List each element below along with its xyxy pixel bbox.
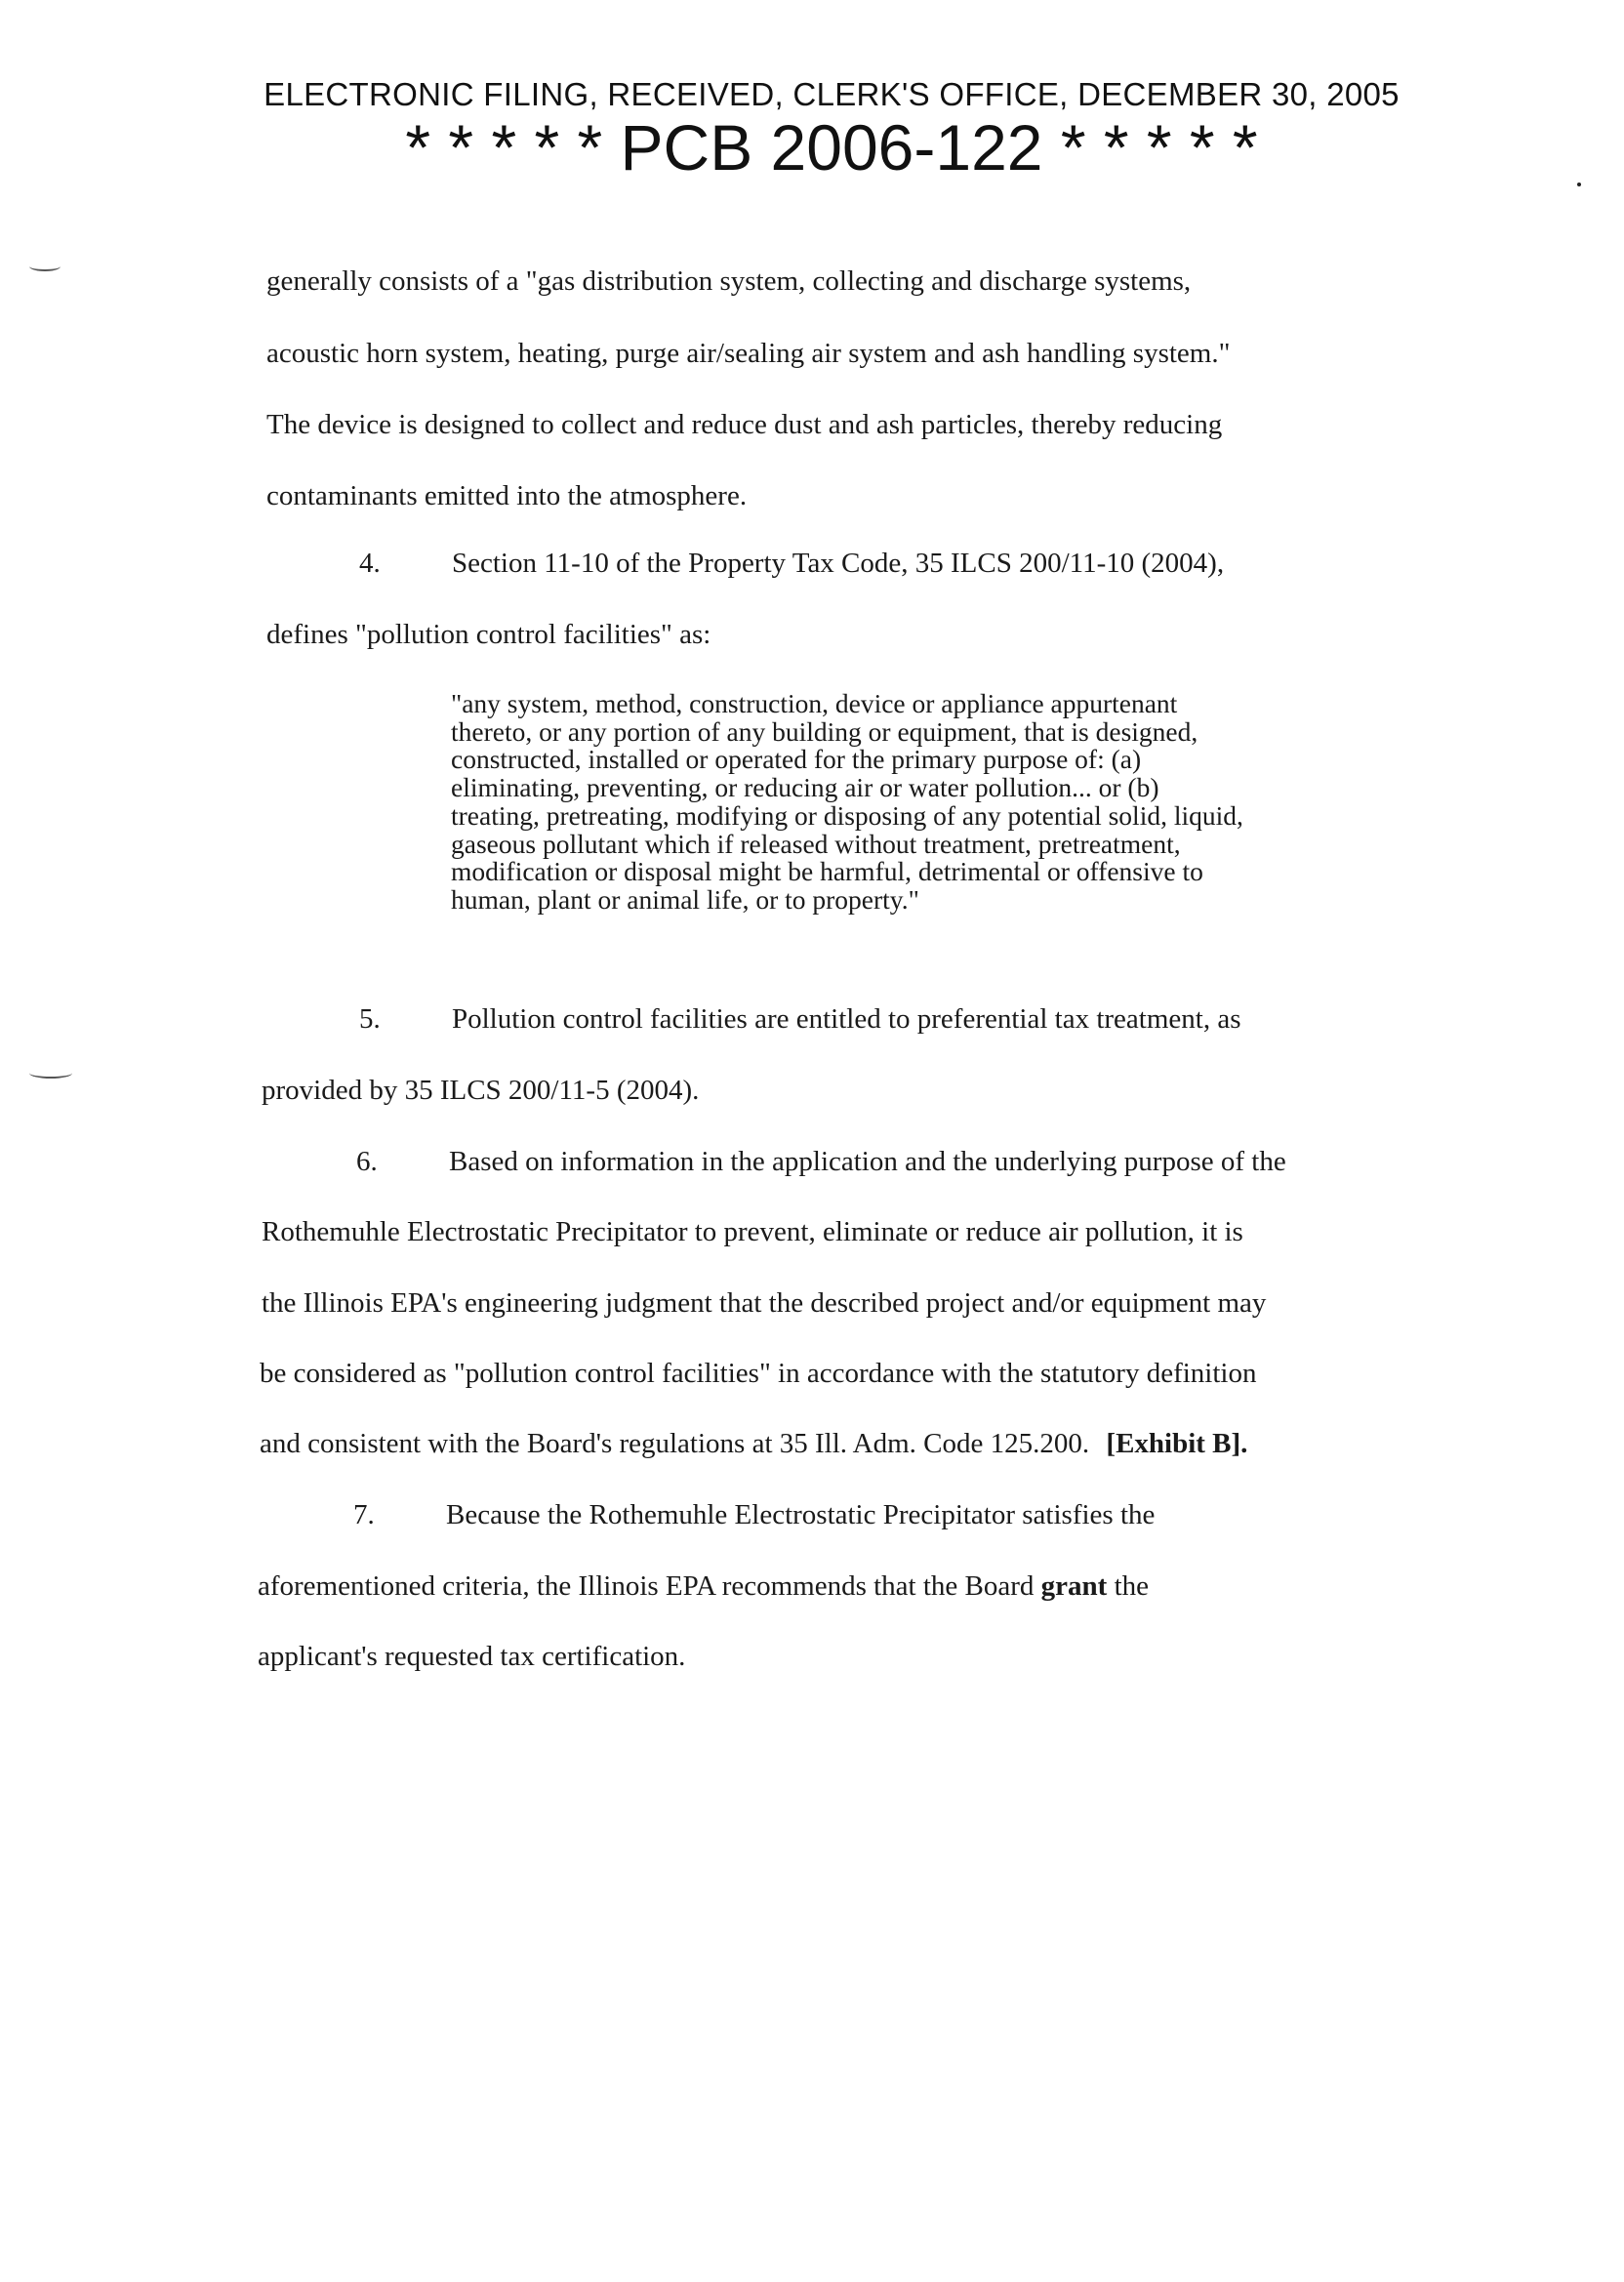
- filing-stamp-line: ELECTRONIC FILING, RECEIVED, CLERK'S OFFICE, DECEMBER 30, 2005: [264, 76, 1400, 112]
- scan-speck: [1577, 183, 1581, 186]
- paragraph-3-line-4: contaminants emitted into the atmosphere.: [266, 480, 748, 511]
- paragraph-5-line-1: Pollution control facilities are entitled to preferential tax treatment, as: [452, 1003, 1241, 1035]
- paragraph-4-line-2: defines "pollution control facilities" as:: [266, 619, 711, 650]
- exhibit-b-reference: [Exhibit B].: [1106, 1428, 1248, 1459]
- punch-hole-mark: [29, 262, 61, 271]
- quote-line: modification or disposal might be harmful, detrimental or offensive to: [451, 856, 1203, 887]
- paragraph-6-line-5: [260, 1430, 1247, 1458]
- case-number-stamp: * * * * * PCB 2006-122 * * * * *: [405, 111, 1258, 183]
- paragraph-3-line-2: acoustic horn system, heating, purge air/sealing air system and ash handling system.": [266, 338, 1231, 369]
- punch-hole-mark: [29, 1068, 72, 1079]
- statutory-quote: [451, 690, 1243, 915]
- quote-line: eliminating, preventing, or reducing air or water pollution... or (b): [451, 772, 1159, 803]
- paragraph-3-line-1: generally consists of a "gas distribution system, collecting and discharge systems,: [266, 265, 1192, 297]
- quote-line: "any system, method, construction, device or appliance appurtenant: [451, 688, 1178, 718]
- paragraph-7-line-2-text: aforementioned criteria, the Illinois EPA recommends that the Board: [258, 1570, 1035, 1602]
- paragraph-4-line-1: Section 11-10 of the Property Tax Code, 35 ILCS 200/11-10 (2004),: [452, 548, 1225, 579]
- paragraph-7-line-1: Because the Rothemuhle Electrostatic Precipitator satisfies the: [446, 1499, 1156, 1530]
- quote-line: gaseous pollutant which if released without treatment, pretreatment,: [451, 828, 1181, 859]
- paragraph-6-line-5-text: and consistent with the Board's regulations at 35 Ill. Adm. Code 125.200.: [260, 1428, 1090, 1459]
- paragraph-4-number: 4.: [359, 548, 381, 579]
- quote-line: constructed, installed or operated for the primary purpose of: (a): [451, 744, 1142, 775]
- paragraph-7-number: 7.: [353, 1499, 375, 1530]
- paragraph-6-line-2: Rothemuhle Electrostatic Precipitator to prevent, eliminate or reduce air pollution, it is: [262, 1216, 1243, 1247]
- paragraph-7-line-2: [258, 1572, 1149, 1601]
- paragraph-7-line-3: applicant's requested tax certification.: [258, 1641, 686, 1672]
- paragraph-5-line-2: provided by 35 ILCS 200/11-5 (2004).: [262, 1075, 700, 1106]
- grant-emphasis: grant: [1040, 1570, 1108, 1602]
- quote-line: thereto, or any portion of any building or equipment, that is designed,: [451, 715, 1198, 747]
- paragraph-6-number: 6.: [356, 1146, 378, 1177]
- paragraph-5-number: 5.: [359, 1003, 381, 1035]
- paragraph-3-line-3: The device is designed to collect and reduce dust and ash particles, thereby reducing: [266, 409, 1223, 440]
- paragraph-6-line-3: the Illinois EPA's engineering judgment that the described project and/or equipment may: [262, 1287, 1267, 1319]
- paragraph-7-line-2-end: the: [1114, 1570, 1150, 1602]
- paragraph-6-line-1: Based on information in the application and the underlying purpose of the: [449, 1146, 1286, 1177]
- quote-line: human, plant or animal life, or to property.": [451, 883, 919, 915]
- quote-line: treating, pretreating, modifying or disposing of any potential solid, liquid,: [451, 799, 1243, 831]
- paragraph-6-line-4: be considered as "pollution control facilities" in accordance with the statutory definition: [260, 1358, 1257, 1389]
